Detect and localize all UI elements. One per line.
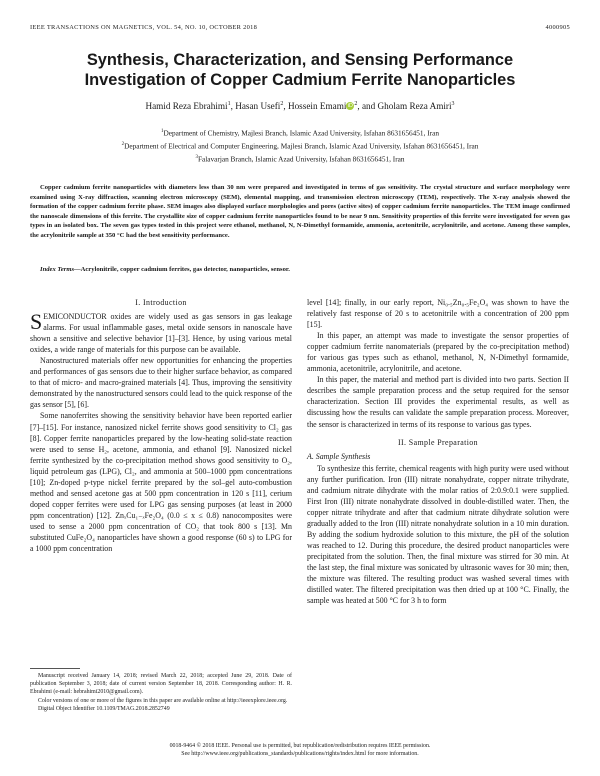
running-header [30,24,570,31]
affiliation-line: $^2$Department of Electrical and Computer Engineering, Majlesi Branch, Islamic Azad University, Isfahan 8631656451, Iran [121,141,479,151]
author-affil-mark: 3 [451,101,455,107]
footnote: Color versions of one or more of the figures in this paper are available online at http://ieeexplore.ieee.org. [38,697,288,704]
affiliation-line: $^1$Department of Chemistry, Majlesi Branch, Islamic Azad University, Isfahan 8631656451, Iran [161,128,439,138]
drop-cap: S [30,309,43,335]
author-list: Hamid Reza Ebrahimi$^1$, Hasan Usefi$^2$, Hossein EmamiiD$^2$, and Gholam Reza Amiri$^3$ [145,101,455,112]
affiliation-line: $^3$Falavarjan Branch, Islamic Azad University, Isfahan 8631656451, Iran [195,154,405,164]
abstract: Copper cadmium ferrite nanoparticles with diameters less than 30 nm were prepared and investigated in terms of gas sensitivity. The crystal structure and surface morphology were examined using X-ray diffraction, scanning electron microscopy (SEM), elemental mapping, and transmission electron microscopy (TEM), respectively. The X-ray analysis showed the formation of the copper cadmium ferrite phase. SEM images also displayed surface morphologies and pores (active sites) of copper cadmium ferrite nanoparticles. The TEM image confirmed the nanoscale dimensions of this ferrite. The crystallite size of copper cadmium ferrite nanoparticles found to be near 9 nm. Sensitivity properties of this ferrite were investigated for seven gas types in an isolated box. The seven gas types tested in this project were ethanol, methanol, N, N-Dimethyl formamide, ammonia, acetonitrile, acrylonitrile, and acetone. Among these samples, the acrylonitrile sample at 350 °C had the best sensitivity performance. [30,184,570,239]
paper-title: Synthesis, Characterization, and Sensing Performance Investigation of Copper Cadmium Ferrite Nanoparticles [84,51,516,89]
section-heading-introduction: I. Introduction [135,298,187,307]
author-name: Hasan Usefi [235,101,281,112]
left-column [30,297,292,554]
copyright-line: 0018-9464 © 2018 IEEE. Personal use is permitted, but republication/redistribution requires IEEE permission. [169,743,431,749]
footnote: Digital Object Identifier 10.1109/TMAG.2018.2852749 [38,705,170,712]
journal-name: IEEE TRANSACTIONS ON MAGNETICS, VOL. 54, NO. 10, OCTOBER 2018 [30,24,258,31]
orcid-icon[interactable]: iD [347,103,353,110]
subsection-heading: A. Sample Synthesis [307,451,371,461]
author-affil-mark: 1 [227,101,231,107]
author-affil-mark: 2 [280,101,284,107]
paragraph: level [14]; finally, in our early report, Ni₀.₅Zn₀.₅Fe₂O₄ was shown to have the relatively fast response of 20 s to acetonitrile with a concentration of 200 ppm [15]. [307,298,569,330]
copyright-line[interactable]: See http://www.ieee.org/publications_standards/publications/rights/index.html for more information. [181,751,419,758]
footnote-divider [30,668,80,669]
copyright-notice [30,742,570,759]
index-terms-text: Acrylonitrile, copper cadmium ferrites, gas detector, nanoparticles, sensor. [80,266,290,273]
paragraph: SEMICONDUCTOR oxides are widely used as gas sensors in gas leakage alarms. For usual inflammable gases, metal oxide sensors in nanoscale have shown a sensitive and selective behavior [1]–[3]. Hence, by using various metal oxides, a wide range of materials for this purpose can be available. [30,309,292,355]
author-name: Hamid Reza Ebrahimi [145,101,228,112]
paragraph: To synthesize this ferrite, chemical reagents with high purity were used without any further purification. Iron (III) nitrate nonahydrate, copper nitrate trihydrate, and cadmium nitrate dihydrate with the molar ratios of 2:0.9:0.1 were supplied. First Iron (III) nitrate nonahydrate dissolved in double-distilled water. Then, the copper nitrate trihydrate and after that cadmium nitrate dihydrate solution were gradually added to the Iron (III) nitrate nonahydrate solution in a 10 min duration. By adding the sodium hydroxide solution to this mixture, the pH of the solution was reached to 12. During this procedure, the desired product nanoparticles were precipitated from the solution. Then, the final mixture was stirred for 30 min. At the last step, the final mixture was sonicated by ultrasonic waves for 30 min; then, the mixture was filtered. The resulting product was washed several times with distilled water. The filtered precipitation was then dried up at 100 °C. Finally, the sample was heated at 500 °C for 3 h to form [307,463,569,606]
paragraph: Some nanoferrites showing the sensitivity behavior have been reported earlier [7]–[15]. For instance, nanosized nickel ferrite shows good sensitivity to Cl₂ gas [8]. Copper ferrite nanoparticles prepared by the low-heating solid-state reaction were used to sense H₂, acetone, ammonia, and ethanol [9]. Nanosized nickel ferrite synthesized by the co-precipitation method shows good sensitivity to O₂, liquid petroleum gas (LPG), Cl₂, and ammonia at 500–1000 ppm concentrations [10]; Zn-doped p-type nickel ferrite prepared by the sol–gel auto-combustion method and sensed acetone gas at 500 ppm concentration in 120 s [11], cerium doped copper ferrites were used for LPG gas sensing purposes (at least in 2000 ppm concentration) [12]. ZnₓCu₁₋ₓFe₂O₄ (0.0 ≤ x ≤ 0.8) nanocomposites were used to sense a 2000 ppm concentration of CO₂ that took 800 s [13]. Mn substituted CuFe₂O₄ nanoparticles have shown a good response (60 s) to LPG for a 1000 ppm concentration [30,411,292,554]
author-name: and Gholam Reza Amiri [361,101,452,112]
index-terms: Index Terms—Acrylonitrile, copper cadmium ferrites, gas detector, nanoparticles, sensor. [40,266,290,273]
page-number: 4000905 [545,24,570,31]
author-name: Hossein Emami [287,101,347,112]
section-heading-sample-preparation: II. Sample Preparation [397,437,478,447]
paragraph: In this paper, an attempt was made to investigate the sensor properties of copper cadmium ferrite nanomaterials (prepared by the co-precipitation method) for various gas types such as ethanol, methanol, N, N-Dimethyl formamide, ammonia, acetonitrile, acrylonitrile, and acetone. [307,331,569,374]
footnote: Manuscript received January 14, 2018; revised March 22, 2018; accepted June 29, 2018. Date of publication September 3, 2018; date of current version September 18, 2018. Corresponding author: H. R. Ebrahimi (e-mail: hebrahimi2010@gmail.com). [30,673,292,696]
right-column [307,297,569,606]
affiliations [30,126,570,165]
index-terms-label: Index Terms [40,266,75,273]
author-affil-mark: 2 [354,101,358,107]
paragraph: Nanostructured materials offer new opportunities for enhancing the properties and performances of gas sensors due to their higher surface behavior, as compared to that of micro- and macro-grained materials [4]. Thus, improving the sensitivity demonstrated by the nanostructured sensors could lead to the quick response of the gas sensor [5], [6]. [30,356,292,410]
footnotes [30,672,292,713]
paragraph: In this paper, the material and method part is divided into two parts. Section II describes the sample preparation process and the setup required for the sensor characterization. Section III provides the experimental results, as well as discussing how the results can validate the sample preparation process. Moreover, the sensor is characterized in terms of its response to various gas types. [307,375,569,429]
